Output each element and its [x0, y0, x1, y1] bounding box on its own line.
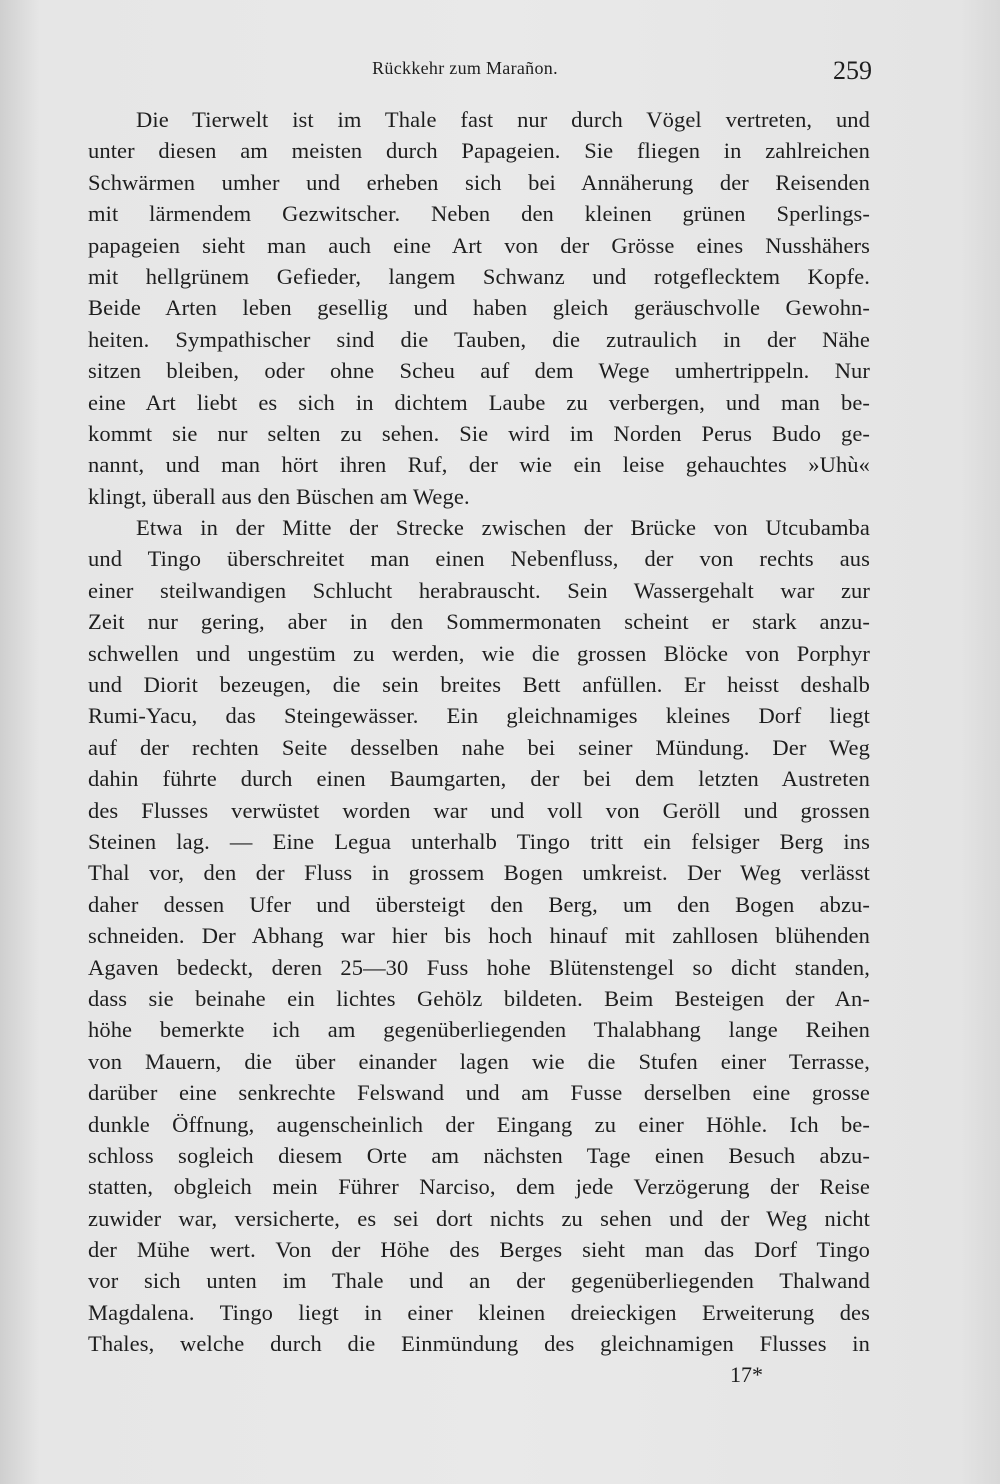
body-text — [88, 104, 870, 1360]
text-line: und Tingo überschreitet man einen Nebenfluss, der von rechts aus — [88, 546, 870, 572]
text-line: Thal vor, den der Fluss in grossem Bogen umkreist. Der Weg verlässt — [88, 860, 870, 886]
text-line: darüber eine senkrechte Felswand und am Fusse derselben eine grosse — [88, 1080, 870, 1106]
text-line: auf der rechten Seite desselben nahe bei seiner Mündung. Der Weg — [88, 734, 870, 760]
text-line: Schwärmen umher und erheben sich bei Annäherung der Reisenden — [88, 169, 870, 195]
text-line: kommt sie nur selten zu sehen. Sie wird im Norden Perus Budo ge- — [88, 420, 870, 446]
text-line: der Mühe wert. Von der Höhe des Berges sieht man das Dorf Tingo — [88, 1237, 870, 1263]
text-line: Thales, welche durch die Einmündung des gleichnamigen Flusses in — [88, 1331, 870, 1357]
text-line: Rumi-Yacu, das Steingewässer. Ein gleichnamiges kleines Dorf liegt — [88, 703, 870, 729]
text-line: statten, obgleich mein Führer Narciso, dem jede Verzögerung der Reise — [88, 1174, 870, 1200]
running-title: Rückkehr zum Marañon. — [372, 58, 558, 78]
text-line: Etwa in der Mitte der Strecke zwischen der Brücke von Utcubamba — [136, 515, 870, 541]
text-line: Magdalena. Tingo liegt in einer kleinen dreieckigen Erweiterung des — [88, 1299, 870, 1325]
text-line: vor sich unten im Thale und an der gegenüberliegenden Thalwand — [88, 1268, 870, 1294]
text-line: Beide Arten leben gesellig und haben gleich geräuschvolle Gewohn- — [88, 295, 870, 321]
text-line: mit lärmendem Gezwitscher. Neben den kleinen grünen Sperlings- — [88, 201, 870, 227]
text-line: mit hellgrünem Gefieder, langem Schwanz und rotgeflecktem Kopfe. — [88, 263, 870, 289]
text-line: Die Tierwelt ist im Thale fast nur durch Vögel vertreten, und — [136, 107, 870, 132]
text-line: des Flusses verwüstet worden war und voll von Geröll und grossen — [88, 797, 870, 823]
text-line: nannt, und man hört ihren Ruf, der wie ein leise gehauchtes »Uhù« — [88, 452, 870, 478]
text-line: klingt, überall aus den Büschen am Wege. — [88, 483, 470, 509]
text-line: schwellen und ungestüm zu werden, wie die grossen Blöcke von Porphyr — [88, 640, 870, 666]
text-line: schneiden. Der Abhang war hier bis hoch hinauf mit zahllosen blühenden — [88, 923, 870, 949]
text-line: daher dessen Ufer und übersteigt den Berg, um den Bogen abzu- — [88, 891, 870, 917]
text-line: einer steilwandigen Schlucht herabrauscht. Sein Wassergehalt war zur — [88, 577, 870, 603]
text-line: und Diorit bezeugen, die sein breites Bett anfüllen. Er heisst deshalb — [88, 672, 870, 698]
text-line: eine Art liebt es sich in dichtem Laube zu verbergen, und man be- — [88, 389, 870, 415]
text-line: dunkle Öffnung, augenscheinlich der Eingang zu einer Höhle. Ich be- — [88, 1111, 870, 1137]
text-line: papageien sieht man auch eine Art von der Grösse eines Nusshähers — [88, 232, 870, 258]
text-line: sitzen bleiben, oder ohne Scheu auf dem Wege umhertrippeln. Nur — [88, 358, 870, 384]
text-line: dass sie beinahe ein lichtes Gehölz bildeten. Beim Besteigen der An- — [88, 985, 870, 1011]
text-line: dahin führte durch einen Baumgarten, der bei dem letzten Austreten — [88, 766, 870, 792]
text-line: heiten. Sympathischer sind die Tauben, die zutraulich in der Nähe — [88, 326, 870, 352]
text-line: Zeit nur gering, aber in den Sommermonaten scheint er stark anzu- — [88, 609, 870, 635]
text-line: Steinen lag. — Eine Legua unterhalb Tingo tritt ein felsiger Berg ins — [88, 828, 870, 854]
text-line: von Mauern, die über einander lagen wie die Stufen einer Terrasse, — [88, 1048, 870, 1074]
text-line: schloss sogleich diesem Orte am nächsten Tage einen Besuch abzu- — [88, 1142, 870, 1168]
text-line: zuwider war, versicherte, es sei dort nichts zu sehen und der Weg nicht — [88, 1205, 870, 1231]
page-header — [90, 52, 870, 92]
text-line: unter diesen am meisten durch Papageien. Sie fliegen in zahlreichen — [88, 138, 870, 164]
text-line: Agaven bedeckt, deren 25—30 Fuss hohe Blütenstengel so dicht standen, — [88, 954, 870, 980]
text-line: höhe bemerkte ich am gegenüberliegenden Thalabhang lange Reihen — [88, 1017, 870, 1043]
signature-mark: 17* — [730, 1362, 763, 1387]
page-number: 259 — [833, 56, 872, 85]
